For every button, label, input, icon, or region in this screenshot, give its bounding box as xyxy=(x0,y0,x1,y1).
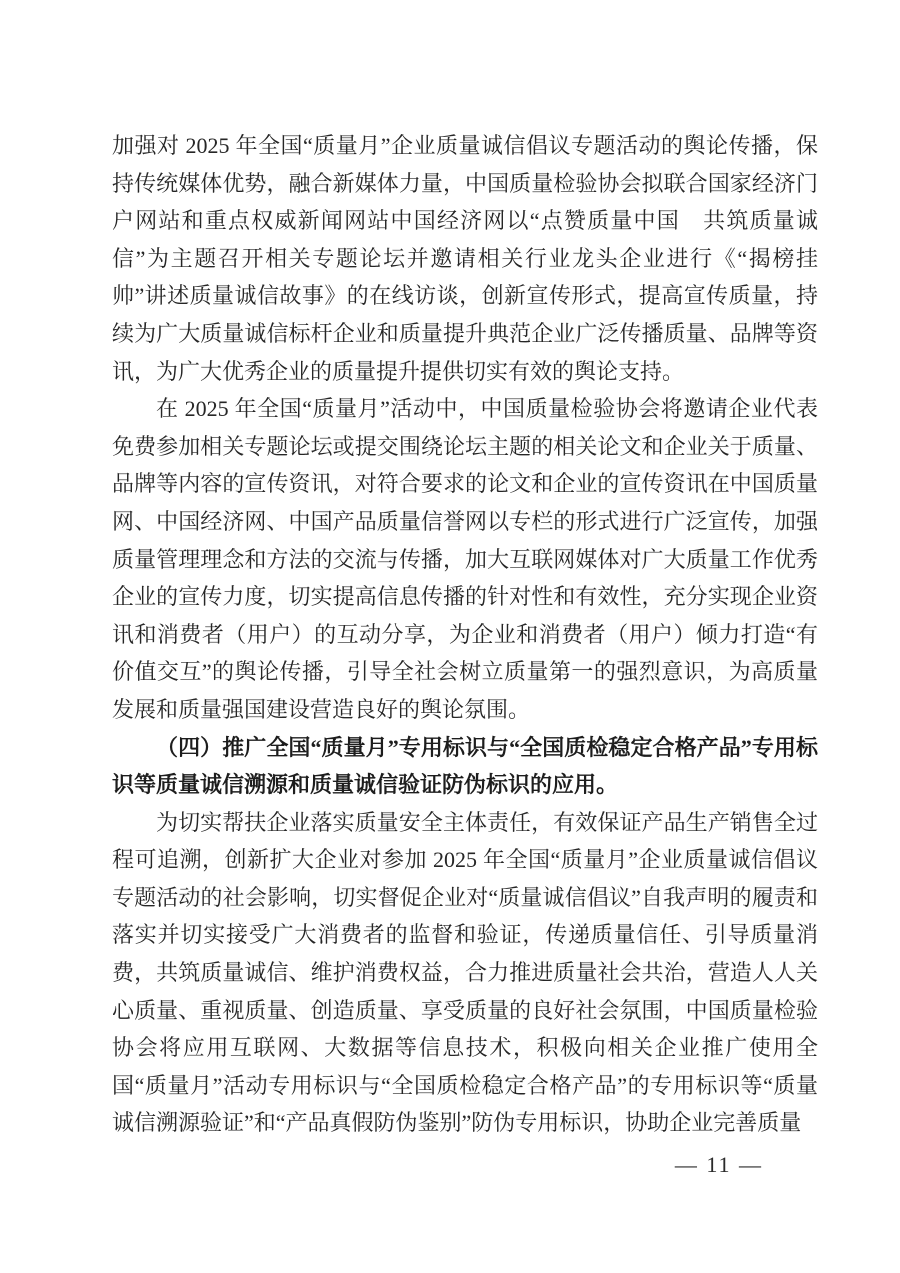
page-footer xyxy=(112,1146,818,1184)
body-paragraph-1: 加强对 2025 年全国“质量月”企业质量诚信倡议专题活动的舆论传播，保持传统媒体优势，融合新媒体力量，中国质量检验协会拟联合国家经济门户网站和重点权威新闻网站中国经济网以“点赞质量中国 共筑质量诚信”为主题召开相关专题论坛并邀请相关行业龙头企业进行《“揭榜挂帅”讲述质量诚信故事》的在线访谈，创新宣传形式，提高宣传质量，持续为广大质量诚信标杆企业和质量提升典范企业广泛传播质量、品牌等资讯，为广大优秀企业的质量提升提供切实有效的舆论支持。 xyxy=(112,133,818,384)
page-number: — 11 — xyxy=(674,1152,763,1178)
body-paragraph-3: 为切实帮扶企业落实质量安全主体责任，有效保证产品生产销售全过程可追溯，创新扩大企业对参加 2025 年全国“质量月”企业质量诚信倡议专题活动的社会影响，切实督促企业对“质量诚信倡议”自我声明的履责和落实并切实接受广大消费者的监督和验证，传递质量信任、引导质量消费，共筑质量诚信、维护消费权益，合力推进质量社会共治，营造人人关心质量、重视质量、创造质量、享受质量的良好社会氛围，中国质量检验协会将应用互联网、大数据等信息技术，积极向相关企业推广使用全国“质量月”活动专用标识与“全国质检稳定合格产品”的专用标识等“质量诚信溯源验证”和“产品真假防伪鉴别”防伪专用标识，协助企业完善质量 xyxy=(112,809,818,1136)
section-heading: （四）推广全国“质量月”专用标识与“全国质检稳定合格产品”专用标识等质量诚信溯源和质量诚信验证防伪标识的应用。 xyxy=(112,734,818,798)
body-paragraph-2: 在 2025 年全国“质量月”活动中，中国质量检验协会将邀请企业代表免费参加相关专题论坛或提交围绕论坛主题的相关论文和企业关于质量、品牌等内容的宣传资讯，对符合要求的论文和企业的宣传资讯在中国质量网、中国经济网、中国产品质量信誉网以专栏的形式进行广泛宣传，加强质量管理理念和方法的交流与传播，加大互联网媒体对广大质量工作优秀企业的宣传力度，切实提高信息传播的针对性和有效性，充分实现企业资讯和消费者（用户）的互动分享，为企业和消费者（用户）倾力打造“有价值交互”的舆论传播，引导全社会树立质量第一的强烈意识，为高质量发展和质量强国建设营造良好的舆论氛围。 xyxy=(112,396,818,722)
